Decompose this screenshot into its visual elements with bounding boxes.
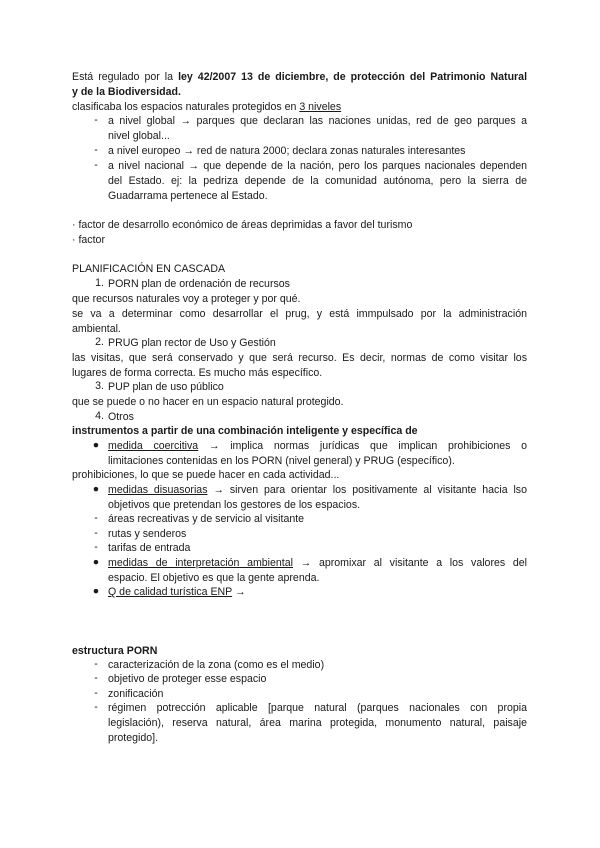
bullet-line: [108, 556, 527, 571]
bullet-marker: ●: [92, 483, 100, 495]
intro-prefix: Está regulado por la: [72, 71, 179, 83]
bullet-marker: ●: [92, 556, 100, 568]
bullet-line: limitaciones contenidas en los PORN (nivel general) y PRUG (específico).: [108, 454, 455, 467]
term-coercitiva: medida coercitiva: [108, 440, 199, 452]
porn-structure-heading: [72, 644, 527, 659]
paragraph-line: ambiental.: [72, 322, 121, 335]
number-marker: 4.: [95, 410, 104, 422]
bullet-line: [108, 585, 527, 600]
cascade-desc-pup: [72, 395, 527, 410]
list-item-text: a nivel global → parques que declaran las naciones unidas, red de geo parques a: [108, 115, 527, 127]
list-item-text: tarifas de entrada: [108, 542, 191, 554]
intro-line-1: [72, 70, 527, 85]
factor-item: · factor de desarrollo económico de áreas deprimidas a favor del turismo: [72, 219, 413, 231]
intro-paragraph: [72, 70, 527, 114]
paragraph-line: que se puede o no hacer en un espacio natural protegido.: [72, 396, 344, 408]
dash-marker: -: [94, 541, 98, 553]
instruments-heading: [72, 424, 527, 439]
list-item-text: régimen potrección aplicable [parque natural (parques nacionales con propia: [108, 702, 527, 714]
paragraph-line: que recursos naturales voy a proteger y por qué.: [72, 293, 301, 305]
factor-item: · factor: [72, 233, 105, 246]
list-item-text: objetivo de proteger esse espacio: [108, 673, 267, 685]
list-item-text: nivel global...: [108, 129, 170, 142]
paragraph-line: lugares de forma correcta. Es mucho más específico.: [72, 366, 323, 379]
bullet-text: → sirven para orientar los positivamente al visitante hacia lso: [207, 484, 527, 496]
term-disuasorias: medidas disuasorias: [108, 484, 208, 496]
bullet-marker: ●: [92, 585, 100, 597]
paragraph-line: se va a determinar como desarrollar el prug, y está immpulsado por la administración: [72, 307, 527, 320]
number-marker: 3.: [95, 380, 104, 392]
prohibitions-note: [72, 468, 527, 483]
list-item-text: áreas recreativas y de servicio al visitante: [108, 513, 305, 525]
bullet-text: →: [232, 586, 246, 598]
cascade-desc-prug: [72, 351, 527, 381]
cascade-desc-porn: [72, 292, 527, 336]
list-item-text: a nivel europeo → red de natura 2000; declara zonas naturales interesantes: [108, 145, 466, 157]
law-title: ley 42/2007 13 de diciembre, de protección del Patrimonio Natural: [178, 71, 528, 83]
dash-marker: -: [94, 512, 98, 524]
factors-list: [72, 218, 527, 248]
bullet-line: espacio. El objetivo es que la gente aprenda.: [108, 571, 320, 584]
intro-line-2: [72, 85, 527, 100]
section-heading: estructura PORN: [72, 645, 158, 657]
list-item-text: legislación), reserva natural, área marina protegida, monumento natural, paisaje: [108, 716, 527, 729]
list-item-text: caracterización de la zona (como es el medio): [108, 659, 325, 671]
term-interpretacion: medidas de interpretación ambiental: [108, 557, 293, 569]
dash-marker: -: [94, 672, 98, 684]
cascade-heading: [72, 262, 527, 277]
dash-marker: -: [94, 687, 98, 699]
list-item-text: zonificación: [108, 688, 164, 700]
cascade-item-title: PUP plan de uso público: [108, 381, 224, 393]
bullet-text: → apromixar al visitante a los valores del: [293, 557, 527, 569]
law-title-cont: y de la Biodiversidad.: [72, 85, 181, 98]
bullet-line: [108, 439, 527, 454]
dash-marker: -: [94, 144, 98, 156]
cascade-item-title: PRUG plan rector de Uso y Gestión: [108, 337, 276, 349]
levels-intro: clasificaba los espacios naturales protegidos en: [72, 100, 300, 113]
bullet-line: [108, 483, 527, 498]
paragraph-line: las visitas, que será conservado y que será recurso. Es decir, normas de como visitar los: [72, 352, 527, 364]
section-heading: instrumentos a partir de una combinación inteligente y específica de: [72, 425, 418, 437]
list-item-text: Guadarrama pertenece al Estado.: [108, 189, 268, 202]
cascade-item-title: PORN plan de ordenación de recursos: [108, 278, 290, 290]
intro-line-3: [72, 100, 527, 115]
dash-marker: -: [94, 658, 98, 670]
number-marker: 1.: [95, 277, 104, 289]
list-item-text: protegido].: [108, 731, 159, 744]
bullet-line: objetivos que pretendan los gestores de los espacios.: [108, 498, 361, 511]
dash-marker: -: [94, 527, 98, 539]
section-heading: PLANIFICACIÓN EN CASCADA: [72, 263, 226, 275]
levels-link[interactable]: 3 niveles: [299, 100, 342, 113]
dash-marker: -: [94, 159, 98, 171]
bullet-text: → implica normas jurídicas que implican prohibiciones o: [198, 440, 527, 452]
dash-marker: -: [94, 114, 98, 126]
number-marker: 2.: [95, 336, 104, 348]
list-item-text: a nivel nacional → que depende de la nación, pero los parques nacionales dependen: [108, 160, 527, 172]
term-calidad: Q de calidad turística ENP: [108, 586, 233, 598]
list-item-text: del Estado. ej: la pedriza depende de la comunidad autónoma, pero la sierra de: [108, 174, 527, 187]
list-item-text: rutas y senderos: [108, 528, 187, 540]
dash-marker: -: [94, 701, 98, 713]
paragraph-line: prohibiciones, lo que se puede hacer en cada actividad...: [72, 469, 340, 481]
bullet-marker: ●: [92, 439, 100, 451]
cascade-item-title: Otros: [108, 411, 134, 423]
